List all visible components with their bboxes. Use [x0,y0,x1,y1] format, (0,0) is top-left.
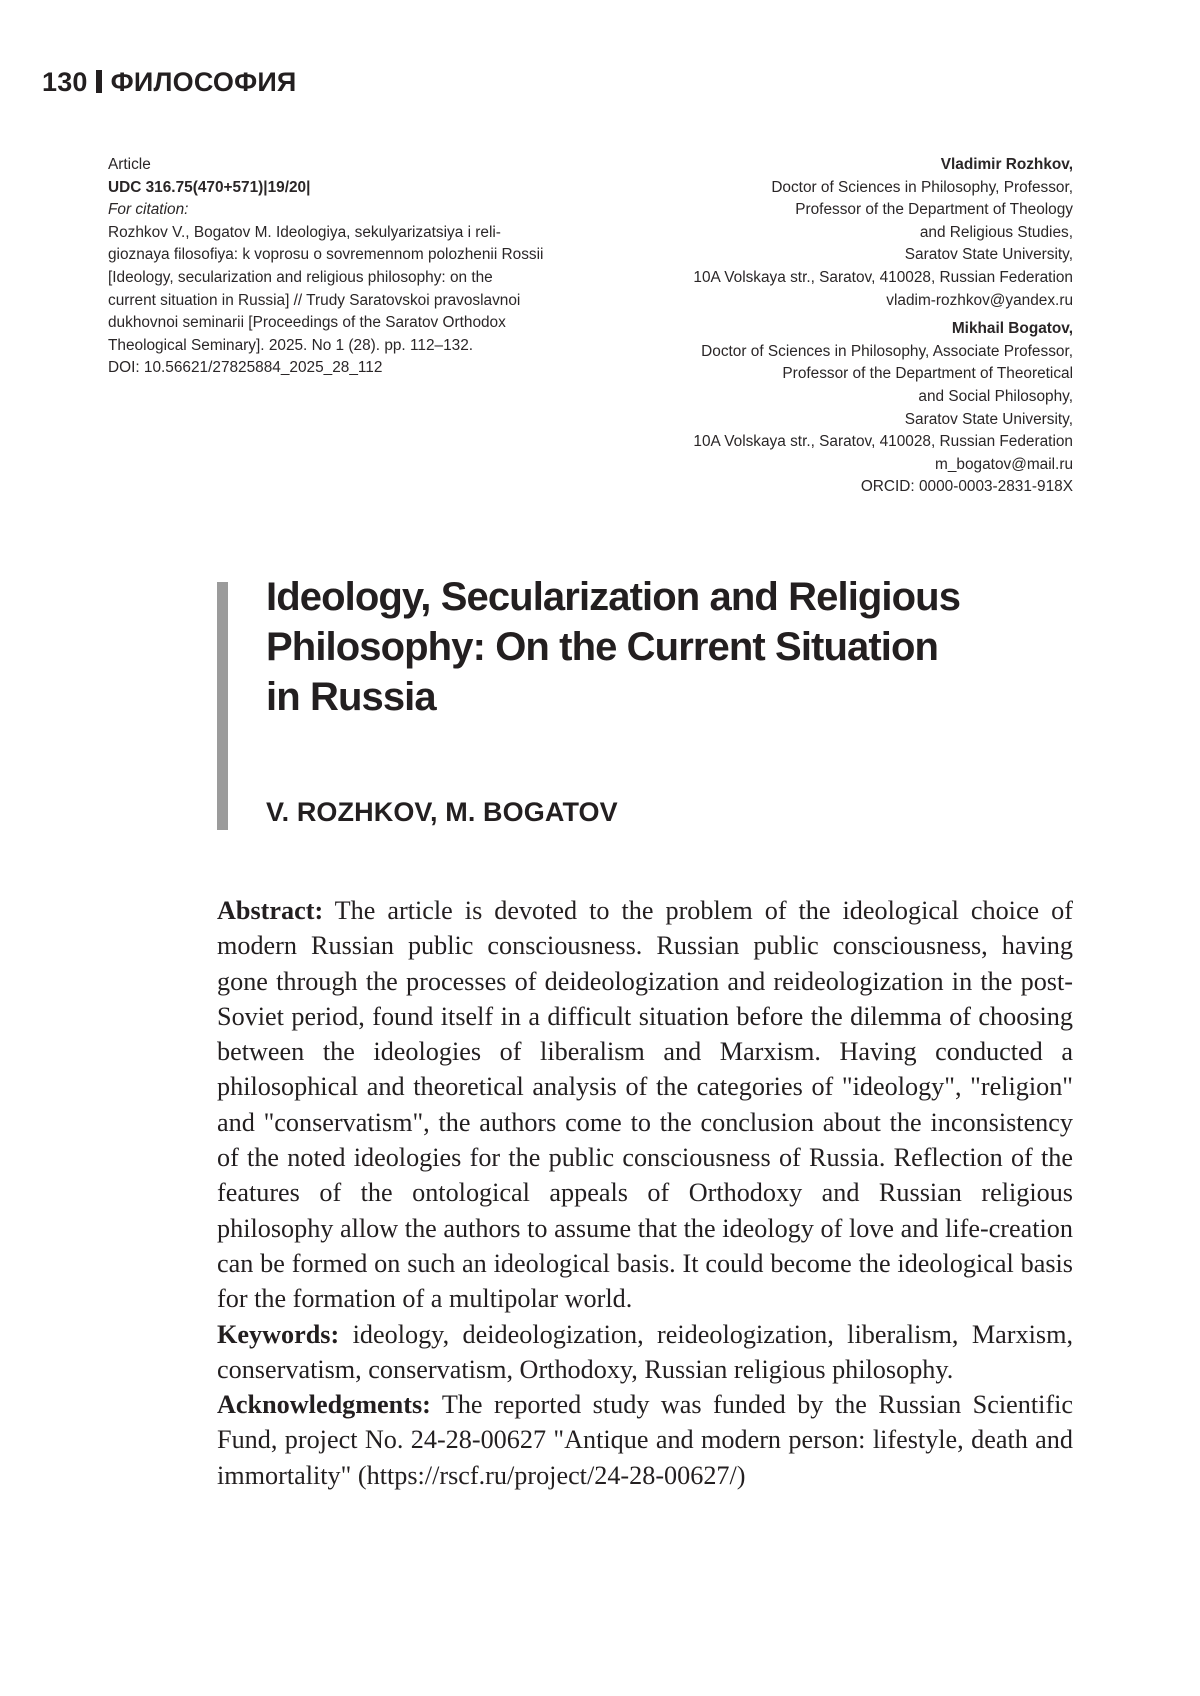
for-citation-label: For citation: [108,201,189,219]
abstract-text: The article is devoted to the problem of the ideological choice of modern Russian public consciousness. Russian public consciousness, having gone through the processes of deideologization and reideologization in the post-Soviet period, found itself in a difficult situation before the dilemma of choosing between the ideologies of liberalism and Marxism. Having conducted a philosophical and theoretical analysis of the categories of "ideology", "religion" and "conservatism", the authors come to the conclusion about the inconsistency of the noted ideologies for the public consciousness of Russia. Reflection of the features of the ontological appeals of Orthodoxy and Russian religious philosophy allow the authors to assume that the ideology of love and life-creation can be formed on such an ideological basis. It could become the ideological basis for the formation of a multipolar world. [217,896,1073,1314]
affiliation-line: Saratov State University, [904,410,1073,428]
affiliation-line: and Religious Studies, [919,223,1073,241]
udc-code: UDC 316.75(470+571)|19/20| [108,178,311,196]
article-type: Article [108,156,151,173]
affiliation-line: Doctor of Sciences in Philosophy, Associate Professor, [701,342,1073,360]
title-line: Ideology, Secularization and Religious [266,575,961,619]
author-name: Mikhail Bogatov, [951,320,1073,338]
author-email: m_bogatov@mail.ru [935,455,1073,473]
article-authors: V. ROZHKOV, M. BOGATOV [266,797,618,827]
citation-line: Theological Seminary]. 2025. No 1 (28). pp. 112–132. [108,336,474,354]
author-name: Vladimir Rozhkov, [940,156,1073,173]
acknowledgments-text: The reported study was funded by the Russian Scientific Fund, project No. 24-28-00627 "Antique and modern person: lifestyle, death and immortality" (https://rscf.ru/project/24-28-00627/) [217,1390,1073,1490]
title-line: Philosophy: On the Current Situation [266,625,939,669]
keywords-label: Keywords: [217,1319,340,1349]
affiliation-line: and Social Philosophy, [918,387,1073,405]
section-name: ФИЛОСОФИЯ [110,67,297,97]
citation-line: Rozhkov V., Bogatov M. Ideologiya, sekulyarizatsiya i reli- [108,223,501,241]
address-line: 10A Volskaya str., Saratov, 410028, Russian Federation [693,433,1073,451]
citation-line: gioznaya filosofiya: k voprosu o sovremennom polozhenii Rossii [108,246,544,264]
running-head-separator [96,70,102,93]
affiliation-line: Saratov State University, [904,246,1073,264]
affiliation-line: Professor of the Department of Theology [795,201,1073,219]
affiliation-line: Doctor of Sciences in Philosophy, Professor, [771,178,1073,196]
abstract-section [217,893,1073,1493]
author-block-bogatov [593,318,1073,499]
citation-line: current situation in Russia] // Trudy Saratovskoi pravoslavnoi [108,291,521,309]
keywords-text: ideology, deideologization, reideologization, liberalism, Marxism, conservatism, conservatism, Orthodoxy, Russian religious philosophy. [217,1319,1073,1384]
address-line: 10A Volskaya str., Saratov, 410028, Russian Federation [693,268,1073,286]
author-email: vladim-rozhkov@yandex.ru [886,291,1073,309]
abstract-paragraph [217,893,1073,1317]
abstract-label: Abstract: [217,896,324,925]
running-head [42,66,297,98]
citation-line: [Ideology, secularization and religious philosophy: on the [108,268,493,286]
acknowledgments-label: Acknowledgments: [217,1390,431,1420]
page-number: 130 [42,67,88,97]
author-orcid: ORCID: 0000-0003-2831-918X [860,478,1073,496]
doi: DOI: 10.56621/27825884_2025_28_112 [108,359,383,377]
author-block-rozhkov [593,154,1073,312]
article-title [266,572,1066,722]
title-line: in Russia [266,675,436,719]
author-affiliations [593,154,1073,499]
acknowledgments-paragraph [217,1387,1073,1493]
citation-line: dukhovnoi seminarii [Proceedings of the Saratov Orthodox [108,314,506,332]
affiliation-line: Professor of the Department of Theoretical [782,365,1073,383]
title-accent-bar [217,582,228,830]
keywords-paragraph [217,1317,1073,1388]
citation-block [108,154,628,380]
